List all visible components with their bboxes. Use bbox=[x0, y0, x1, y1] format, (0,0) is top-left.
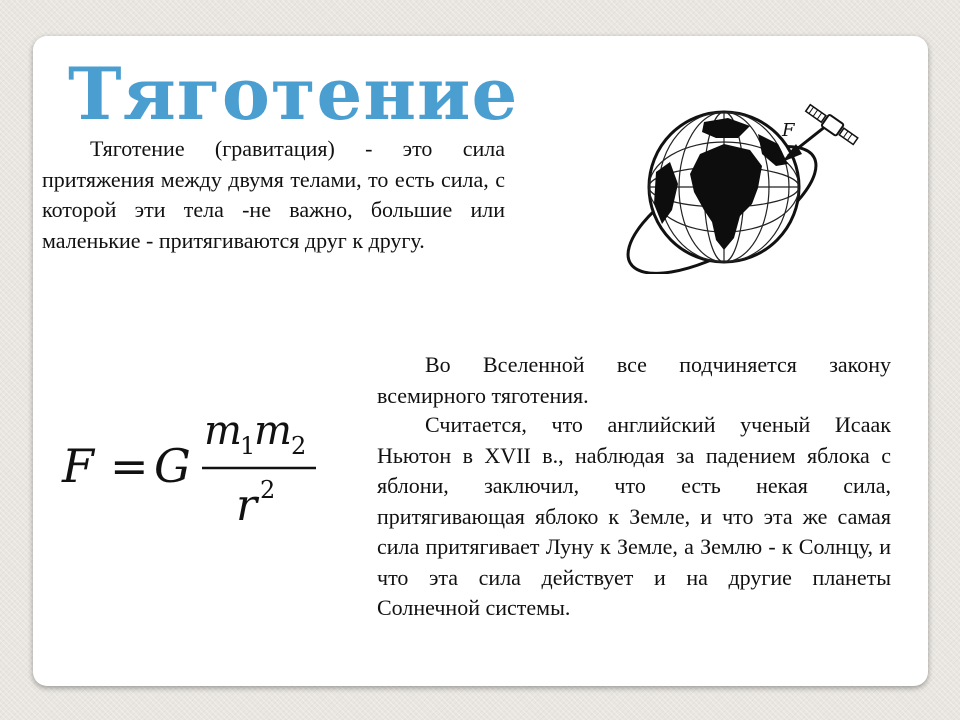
globe-with-orbiting-satellite-icon bbox=[612, 92, 860, 274]
newton-paragraph: Считается, что английский ученый Исаак Ньютон в XVII в., наблюдая за падением яблока с яблони, заключил, что есть некая сила, притягивающая яблоко к Земле, и что эта же самая сила притягивает Луну к Земле, а Землю - к Солнцу, и что эта сила действует и на другие планеты Солнечной системы. bbox=[377, 412, 891, 620]
formula-equals-sign: = bbox=[110, 439, 149, 493]
universal-law-paragraph: Во Вселенной все подчиняется закону всемирного тяготения. bbox=[377, 352, 891, 408]
formula-mass-1-symbol: m bbox=[204, 408, 242, 454]
formula-force-symbol: F bbox=[62, 439, 94, 493]
satellite-icon bbox=[804, 102, 860, 147]
formula-constant-symbol: G bbox=[154, 439, 191, 493]
force-label: F bbox=[782, 120, 795, 141]
gravity-formula bbox=[60, 408, 330, 530]
intro-paragraph: Тяготение (гравитация) - это сила притяжения между двумя телами, то есть сила, с которой эти тела -не важно, большие или маленькие - притягиваются друг к другу. bbox=[42, 136, 505, 253]
formula-mass-1-index: 1 bbox=[240, 432, 256, 460]
formula-distance-symbol: r bbox=[236, 480, 258, 530]
slide-title: Тяготение bbox=[68, 51, 519, 136]
formula-distance-exponent: 2 bbox=[260, 476, 276, 504]
formula-mass-2-symbol: m bbox=[254, 408, 292, 454]
formula-mass-2-index: 2 bbox=[291, 432, 307, 460]
